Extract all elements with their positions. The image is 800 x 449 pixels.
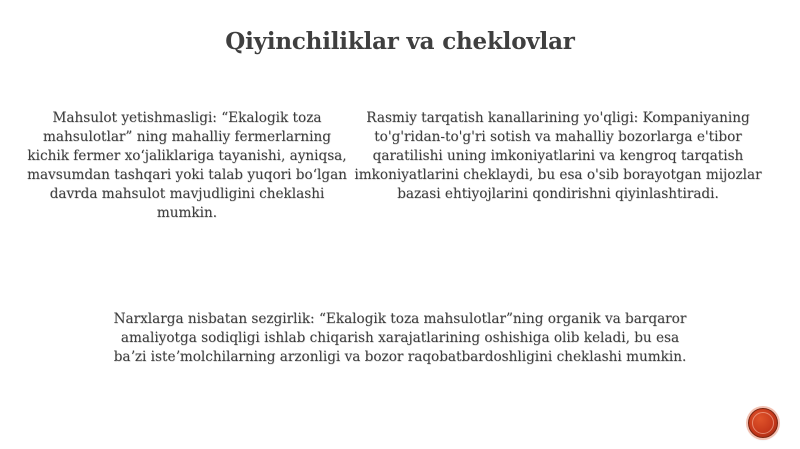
text-block-distribution-channels: Rasmiy tarqatish kanallarining yo'qligi: Kompaniyaning to'g'ridan-to'g'ri sotish va mahalliy bozorlarga e'tibor qaratilishi uning imkoniyatlarini va kengroq tarqatish imkoniyatlarini cheklaydi, bu esa o'sib borayotgan mijozlar bazasi ehtiyojlarini qondirishni qiyinlashtiradi. — [354, 110, 762, 202]
text-block-product-shortage: Mahsulot yetishmasligi: “Ekalogik toza mahsulotlar” ning mahalliy fermerlarning kichik fermer xoʻjaliklariga tayanishi, ayniqsa, mavsumdan tashqari yoki talab yuqori boʻlgan davrda mahsulot mavjudligini cheklashi mumkin. — [27, 110, 347, 221]
circle-button-icon — [752, 412, 774, 434]
slide-nav-button[interactable] — [748, 408, 778, 438]
slide-title: Qiyinchiliklar va cheklovlar — [225, 28, 575, 55]
text-block-price-sensitivity: Narxlarga nisbatan sezgirlik: “Ekalogik toza mahsulotlar”ning organik va barqaror amaliyotga sodiqligi ishlab chiqarish xarajatlarining oshishiga olib keladi, bu esa baʼzi isteʼmolchilarning arzonligi va bozor raqobatbardoshligini cheklashi mumkin. — [113, 311, 687, 365]
